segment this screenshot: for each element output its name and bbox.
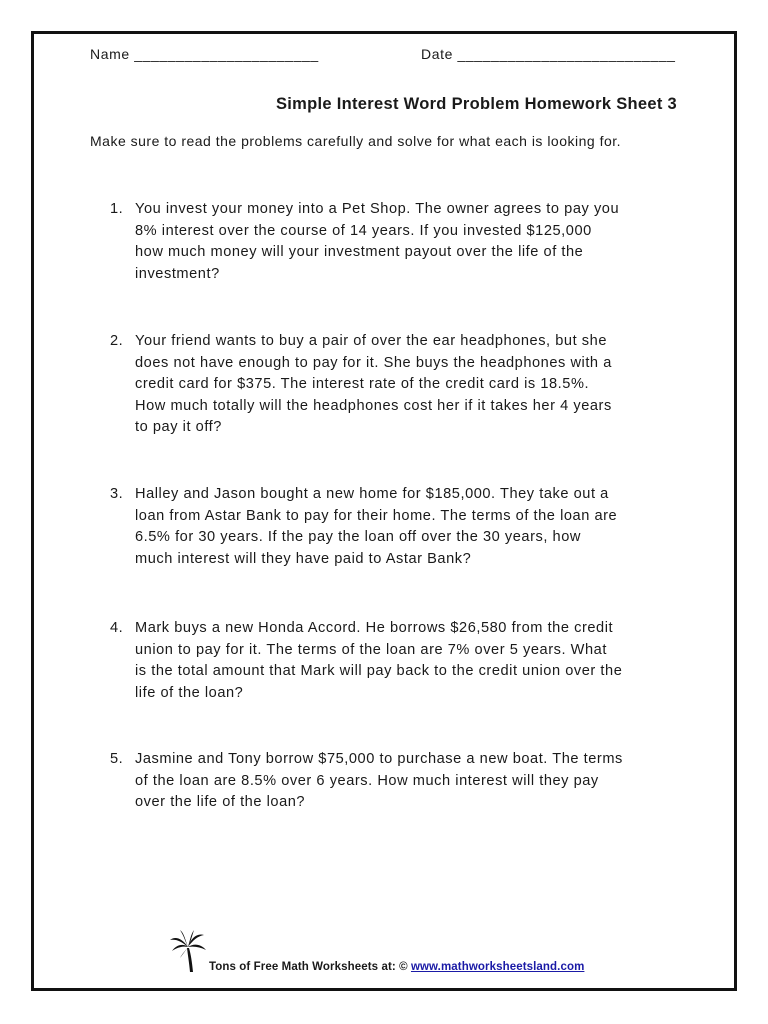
problem-number: 4.	[110, 620, 124, 636]
problem-text-line: is the total amount that Mark will pay back to the credit union over the	[135, 663, 623, 680]
problem-number: 5.	[110, 751, 124, 767]
problem-number: 3.	[110, 486, 124, 502]
name-field-label: Name ______________________	[90, 46, 319, 62]
problem-number: 1.	[110, 201, 124, 217]
problem-text-line: much interest will they have paid to Astar Bank?	[135, 550, 472, 567]
problem-item	[110, 199, 685, 285]
website-link[interactable]: www.mathworksheetsland.com	[410, 961, 585, 973]
problem-text-line: investment?	[135, 265, 220, 282]
problem-item	[110, 484, 685, 570]
footer-text: Tons of Free Math Worksheets at: ©	[209, 961, 411, 973]
problem-text-line: How much totally will the headphones cost her if it takes her 4 years	[135, 397, 612, 414]
problem-text-line: Jasmine and Tony borrow $75,000 to purchase a new boat. The terms	[135, 751, 623, 767]
footer-credit	[209, 961, 584, 973]
problem-number: 2.	[110, 333, 124, 349]
problem-text-line: over the life of the loan?	[135, 794, 306, 811]
palm-tree-icon	[168, 928, 208, 974]
problem-text-line: loan from Astar Bank to pay for their home. The terms of the loan are	[135, 507, 618, 524]
worksheet-title: Simple Interest Word Problem Homework Sheet 3	[275, 95, 677, 113]
problem-text-line: of the loan are 8.5% over 6 years. How much interest will they pay	[135, 772, 599, 789]
problem-text-line: how much money will your investment payout over the life of the	[135, 244, 584, 261]
problem-text-line: Your friend wants to buy a pair of over the ear headphones, but she	[135, 333, 607, 349]
problem-text-line: You invest your money into a Pet Shop. The owner agrees to pay you	[135, 201, 620, 217]
problem-text-line: Mark buys a new Honda Accord. He borrows $26,580 from the credit	[135, 620, 614, 636]
instructions: Make sure to read the problems carefully and solve for what each is looking for.	[90, 133, 622, 149]
problem-item	[110, 749, 685, 814]
problem-text-line: Halley and Jason bought a new home for $185,000. They take out a	[135, 486, 609, 502]
problem-text-line: 8% interest over the course of 14 years. If you invested $125,000	[135, 222, 592, 239]
problem-text-line: to pay it off?	[135, 419, 222, 436]
problem-text-line: 6.5% for 30 years. If the pay the loan off over the 30 years, how	[135, 529, 581, 546]
footer	[168, 928, 628, 978]
problem-text-line: credit card for $375. The interest rate of the credit card is 18.5%.	[135, 376, 590, 393]
problem-text-line: life of the loan?	[135, 684, 244, 701]
problem-text-line: union to pay for it. The terms of the loan are 7% over 5 years. What	[135, 641, 607, 658]
date-field-label: Date __________________________	[421, 46, 676, 62]
problem-item	[110, 331, 685, 439]
problem-item	[110, 618, 685, 704]
problem-text-line: does not have enough to pay for it. She buys the headphones with a	[135, 354, 612, 371]
